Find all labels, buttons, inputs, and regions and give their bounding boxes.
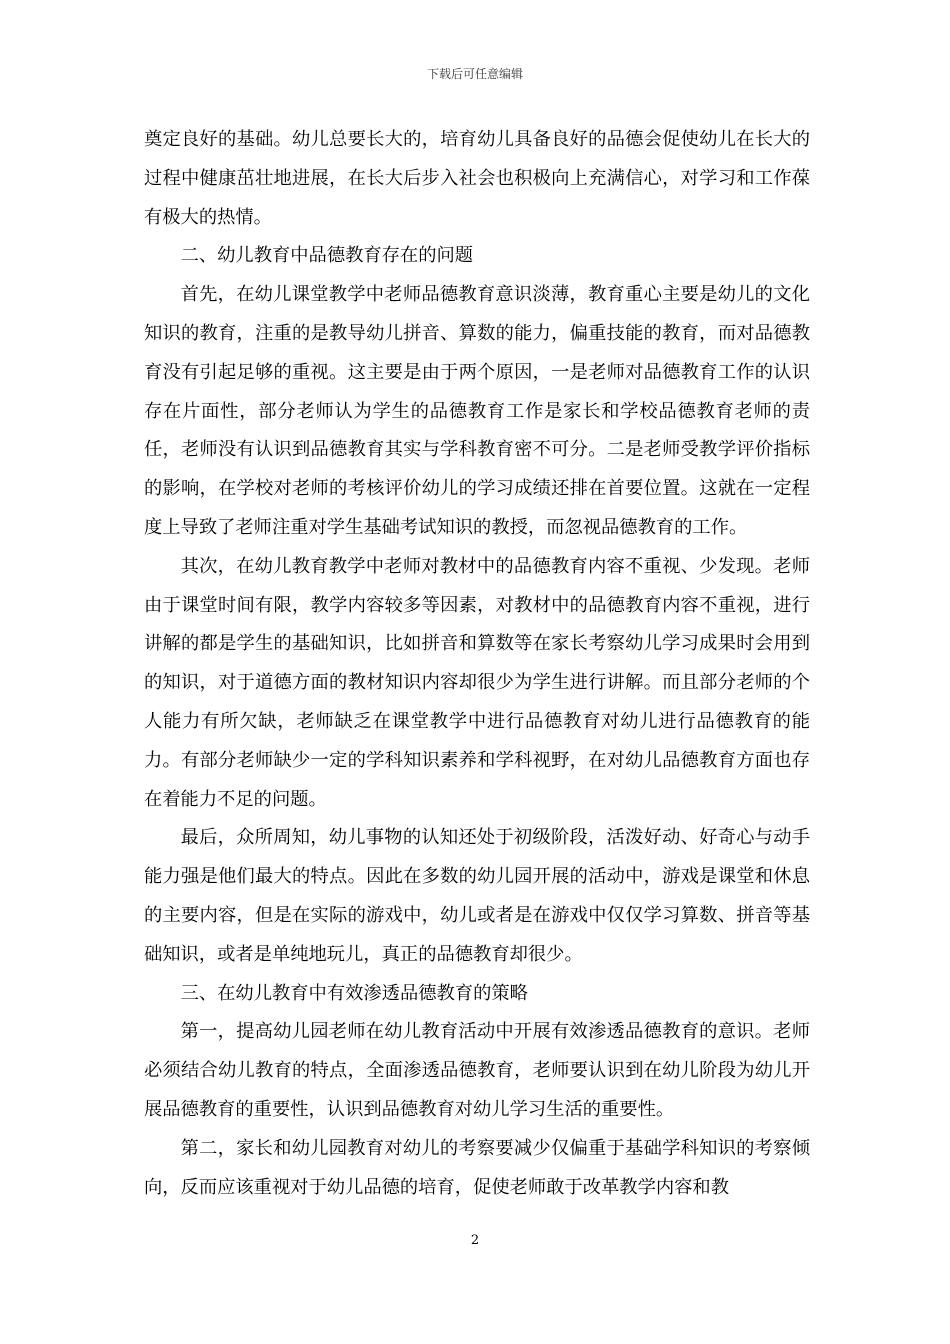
- section-heading-2: 二、幼儿教育中品德教育存在的问题: [180, 245, 474, 267]
- page-number: 2: [470, 1233, 480, 1248]
- paragraph-strategy-1: 第一，提高幼儿园老师在幼儿教育活动中开展有效渗透品德教育的意识。老师必须结合幼儿教育的特点，全面渗透品德教育，老师要认识到在幼儿阶段为幼儿开展品德教育的重要性，认识到品德教育对幼儿学习生活的重要性。: [144, 1021, 810, 1120]
- paragraph-first: 首先，在幼儿课堂教学中老师品德教育意识淡薄，教育重心主要是幼儿的文化知识的教育，注重的是教导幼儿拼音、算数的能力，偏重技能的教育，而对品德教育没有引起足够的重视。这主要是由于两个原因，一是老师对品德教育工作的认识存在片面性，部分老师认为学生的品德教育工作是家长和学校品德教育老师的责任，老师没有认识到品德教育其实与学科教育密不可分。二是老师受教学评价指标的影响，在学校对老师的考核评价幼儿的学习成绩还排在首要位置。这就在一定程度上导致了老师注重对学生基础考试知识的教授，而忽视品德教育的工作。: [144, 284, 810, 538]
- document-body: [144, 121, 810, 1207]
- page-header: 下载后可任意编辑: [426, 67, 523, 81]
- paragraph-continuation: 奠定良好的基础。幼儿总要长大的，培育幼儿具备良好的品德会促使幼儿在长大的过程中健康茁壮地进展，在长大后步入社会也积极向上充满信心，对学习和工作葆有极大的热情。: [144, 129, 810, 228]
- paragraph-finally: 最后，众所周知，幼儿事物的认知还处于初级阶段，活泼好动、好奇心与动手能力强是他们最大的特点。因此在多数的幼儿园开展的活动中，游戏是课堂和休息的主要内容，但是在实际的游戏中，幼儿或者是在游戏中仅仅学习算数、拼音等基础知识，或者是单纯地玩儿，真正的品德教育却很少。: [144, 827, 810, 965]
- paragraph-strategy-2: 第二，家长和幼儿园教育对幼儿的考察要减少仅偏重于基础学科知识的考察倾向，反而应该重视对于幼儿品德的培育，促使老师敢于改革教学内容和教: [144, 1137, 810, 1198]
- section-heading-3: 三、在幼儿教育中有效渗透品德教育的策略: [180, 982, 528, 1004]
- paragraph-second: 其次，在幼儿教育教学中老师对教材中的品德教育内容不重视、少发现。老师由于课堂时间有限，教学内容较多等因素，对教材中的品德教育内容不重视，进行讲解的都是学生的基础知识，比如拼音和算数等在家长考察幼儿学习成果时会用到的知识，对于道德方面的教材知识内容却很少为学生进行讲解。而且部分老师的个人能力有所欠缺，老师缺乏在课堂教学中进行品德教育对幼儿进行品德教育的能力。有部分老师缺少一定的学科知识素养和学科视野，在对幼儿品德教育方面也存在着能力不足的问题。: [144, 555, 810, 810]
